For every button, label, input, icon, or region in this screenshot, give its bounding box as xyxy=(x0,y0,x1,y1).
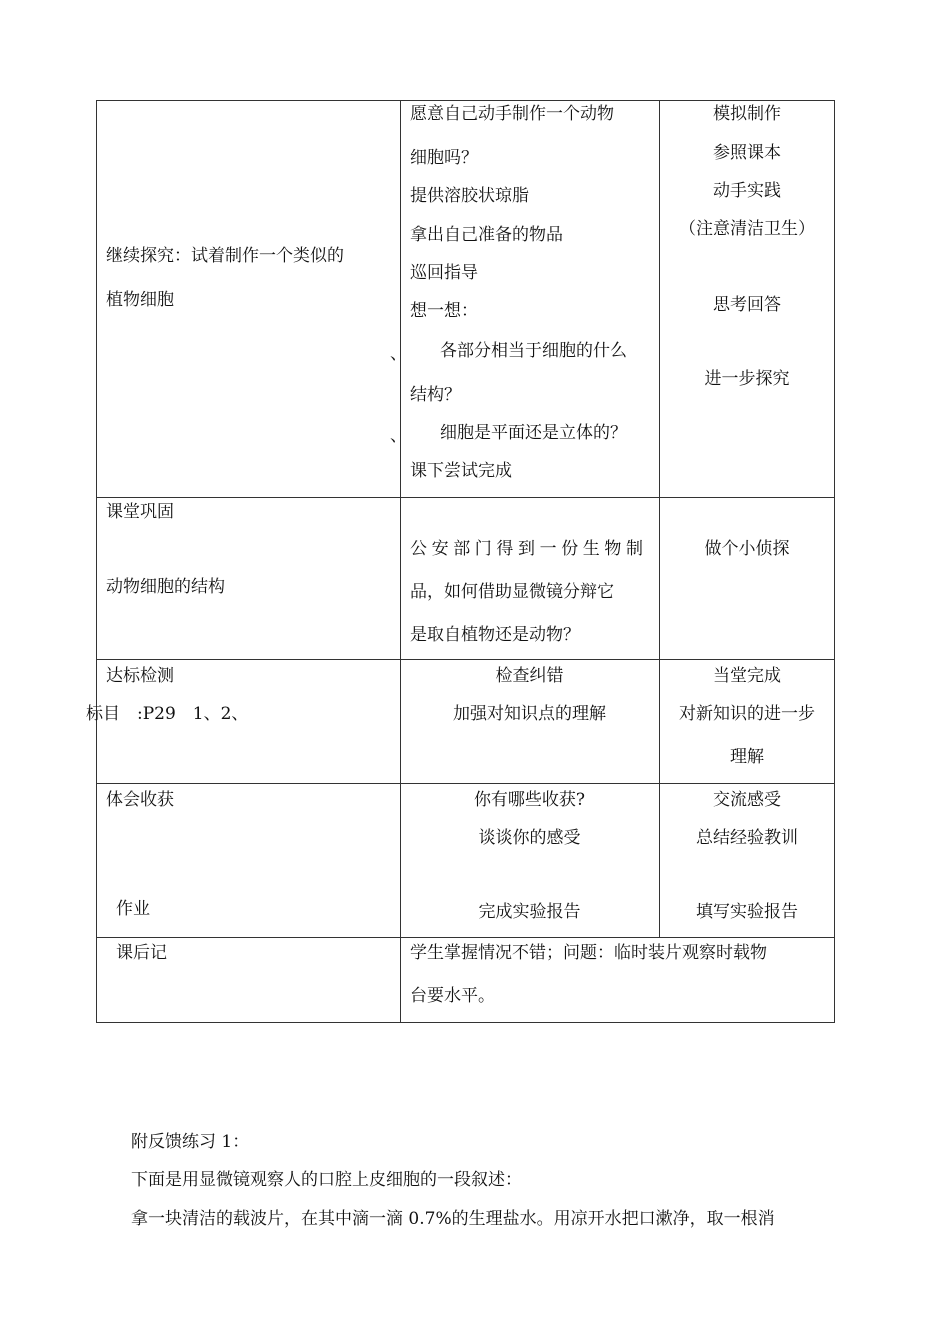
row5-left: 课后记 xyxy=(116,943,167,963)
row1-middle-last: 课下尝试完成 xyxy=(410,461,512,481)
row3-middle-line1: 检查纠错 xyxy=(495,666,564,686)
row2-middle-line3: 是取自植物还是动物？ xyxy=(410,625,580,645)
row4-right-homework: 填写实验报告 xyxy=(696,902,798,922)
row1-left-line1: 继续探究：试着制作一个类似的 xyxy=(106,246,344,266)
row1-right-think: 思考回答 xyxy=(713,295,781,315)
row4-right-line2: 总结经验教训 xyxy=(696,828,798,848)
row4-middle-line2: 谈谈你的感受 xyxy=(478,828,581,848)
row-separator-2 xyxy=(96,659,835,660)
row1-right-explore: 进一步探究 xyxy=(704,369,790,389)
row3-right-line2: 对新知识的进一步 xyxy=(679,704,815,724)
exercise-line2: 拿一块清洁的载波片，在其中滴一滴 0.7%的生理盐水。用凉开水把口漱净，取一根消 xyxy=(131,1209,775,1229)
row1-right-line2: 参照课本 xyxy=(713,143,781,163)
row1-middle-line2: 细胞吗？ xyxy=(410,148,478,168)
table-border-left xyxy=(96,100,97,1023)
row4-left-title: 体会收获 xyxy=(106,790,174,810)
row4-right-line1: 交流感受 xyxy=(713,790,781,810)
row-separator-3 xyxy=(96,783,835,784)
row2-middle-line2: 品，如何借助显微镜分辩它 xyxy=(410,582,614,602)
row3-middle-line2: 加强对知识点的理解 xyxy=(453,704,606,724)
exercise-heading: 附反馈练习 1： xyxy=(131,1132,250,1152)
row5-middle-line1: 学生掌握情况不错；问题：临时装片观察时载物 xyxy=(410,943,767,963)
row4-left-sub: 作业 xyxy=(116,899,150,919)
row1-mark1: 、 xyxy=(390,344,407,364)
row1-middle-line1: 愿意自己动手制作一个动物 xyxy=(410,104,614,124)
row1-middle-q1a: 各部分相当于细胞的什么 xyxy=(440,341,627,361)
row3-right-line1: 当堂完成 xyxy=(713,666,781,686)
row2-left-sub: 动物细胞的结构 xyxy=(106,577,225,597)
row1-middle-q2: 细胞是平面还是立体的？ xyxy=(440,423,627,443)
row-separator-4 xyxy=(96,937,835,938)
row3-left-sub: 标目 :P29 1、2、 xyxy=(86,704,249,724)
row4-middle-line1: 你有哪些收获? xyxy=(473,790,586,810)
exercise-line1: 下面是用显微镜观察人的口腔上皮细胞的一段叙述： xyxy=(131,1170,522,1190)
row-separator-1 xyxy=(96,497,835,498)
table-divider-1 xyxy=(400,100,401,1023)
row2-left-title: 课堂巩固 xyxy=(106,502,174,522)
row1-right-line3: 动手实践 xyxy=(713,181,781,201)
row2-middle-line1: 公安部门得到一份生物制 xyxy=(410,539,648,559)
row1-middle-q1b: 结构？ xyxy=(410,385,461,405)
row4-middle-homework: 完成实验报告 xyxy=(478,902,581,922)
row1-middle-line3: 提供溶胶状琼脂 xyxy=(410,186,529,206)
row2-right: 做个小侦探 xyxy=(704,539,790,559)
row1-middle-line5: 巡回指导 xyxy=(410,263,478,283)
row1-middle-line6: 想一想： xyxy=(410,301,478,321)
row1-right-line4: （注意清洁卫生） xyxy=(679,219,815,239)
table-border-top xyxy=(96,100,835,101)
row1-right-line1: 模拟制作 xyxy=(713,104,781,124)
row1-middle-line4: 拿出自己准备的物品 xyxy=(410,225,563,245)
row1-left-line2: 植物细胞 xyxy=(106,290,174,310)
row3-right-line3: 理解 xyxy=(730,747,764,767)
row1-mark2: 、 xyxy=(390,426,407,446)
row5-middle-line2: 台要水平。 xyxy=(410,986,495,1006)
row3-left-title: 达标检测 xyxy=(106,666,174,686)
table-border-bottom xyxy=(96,1022,835,1023)
